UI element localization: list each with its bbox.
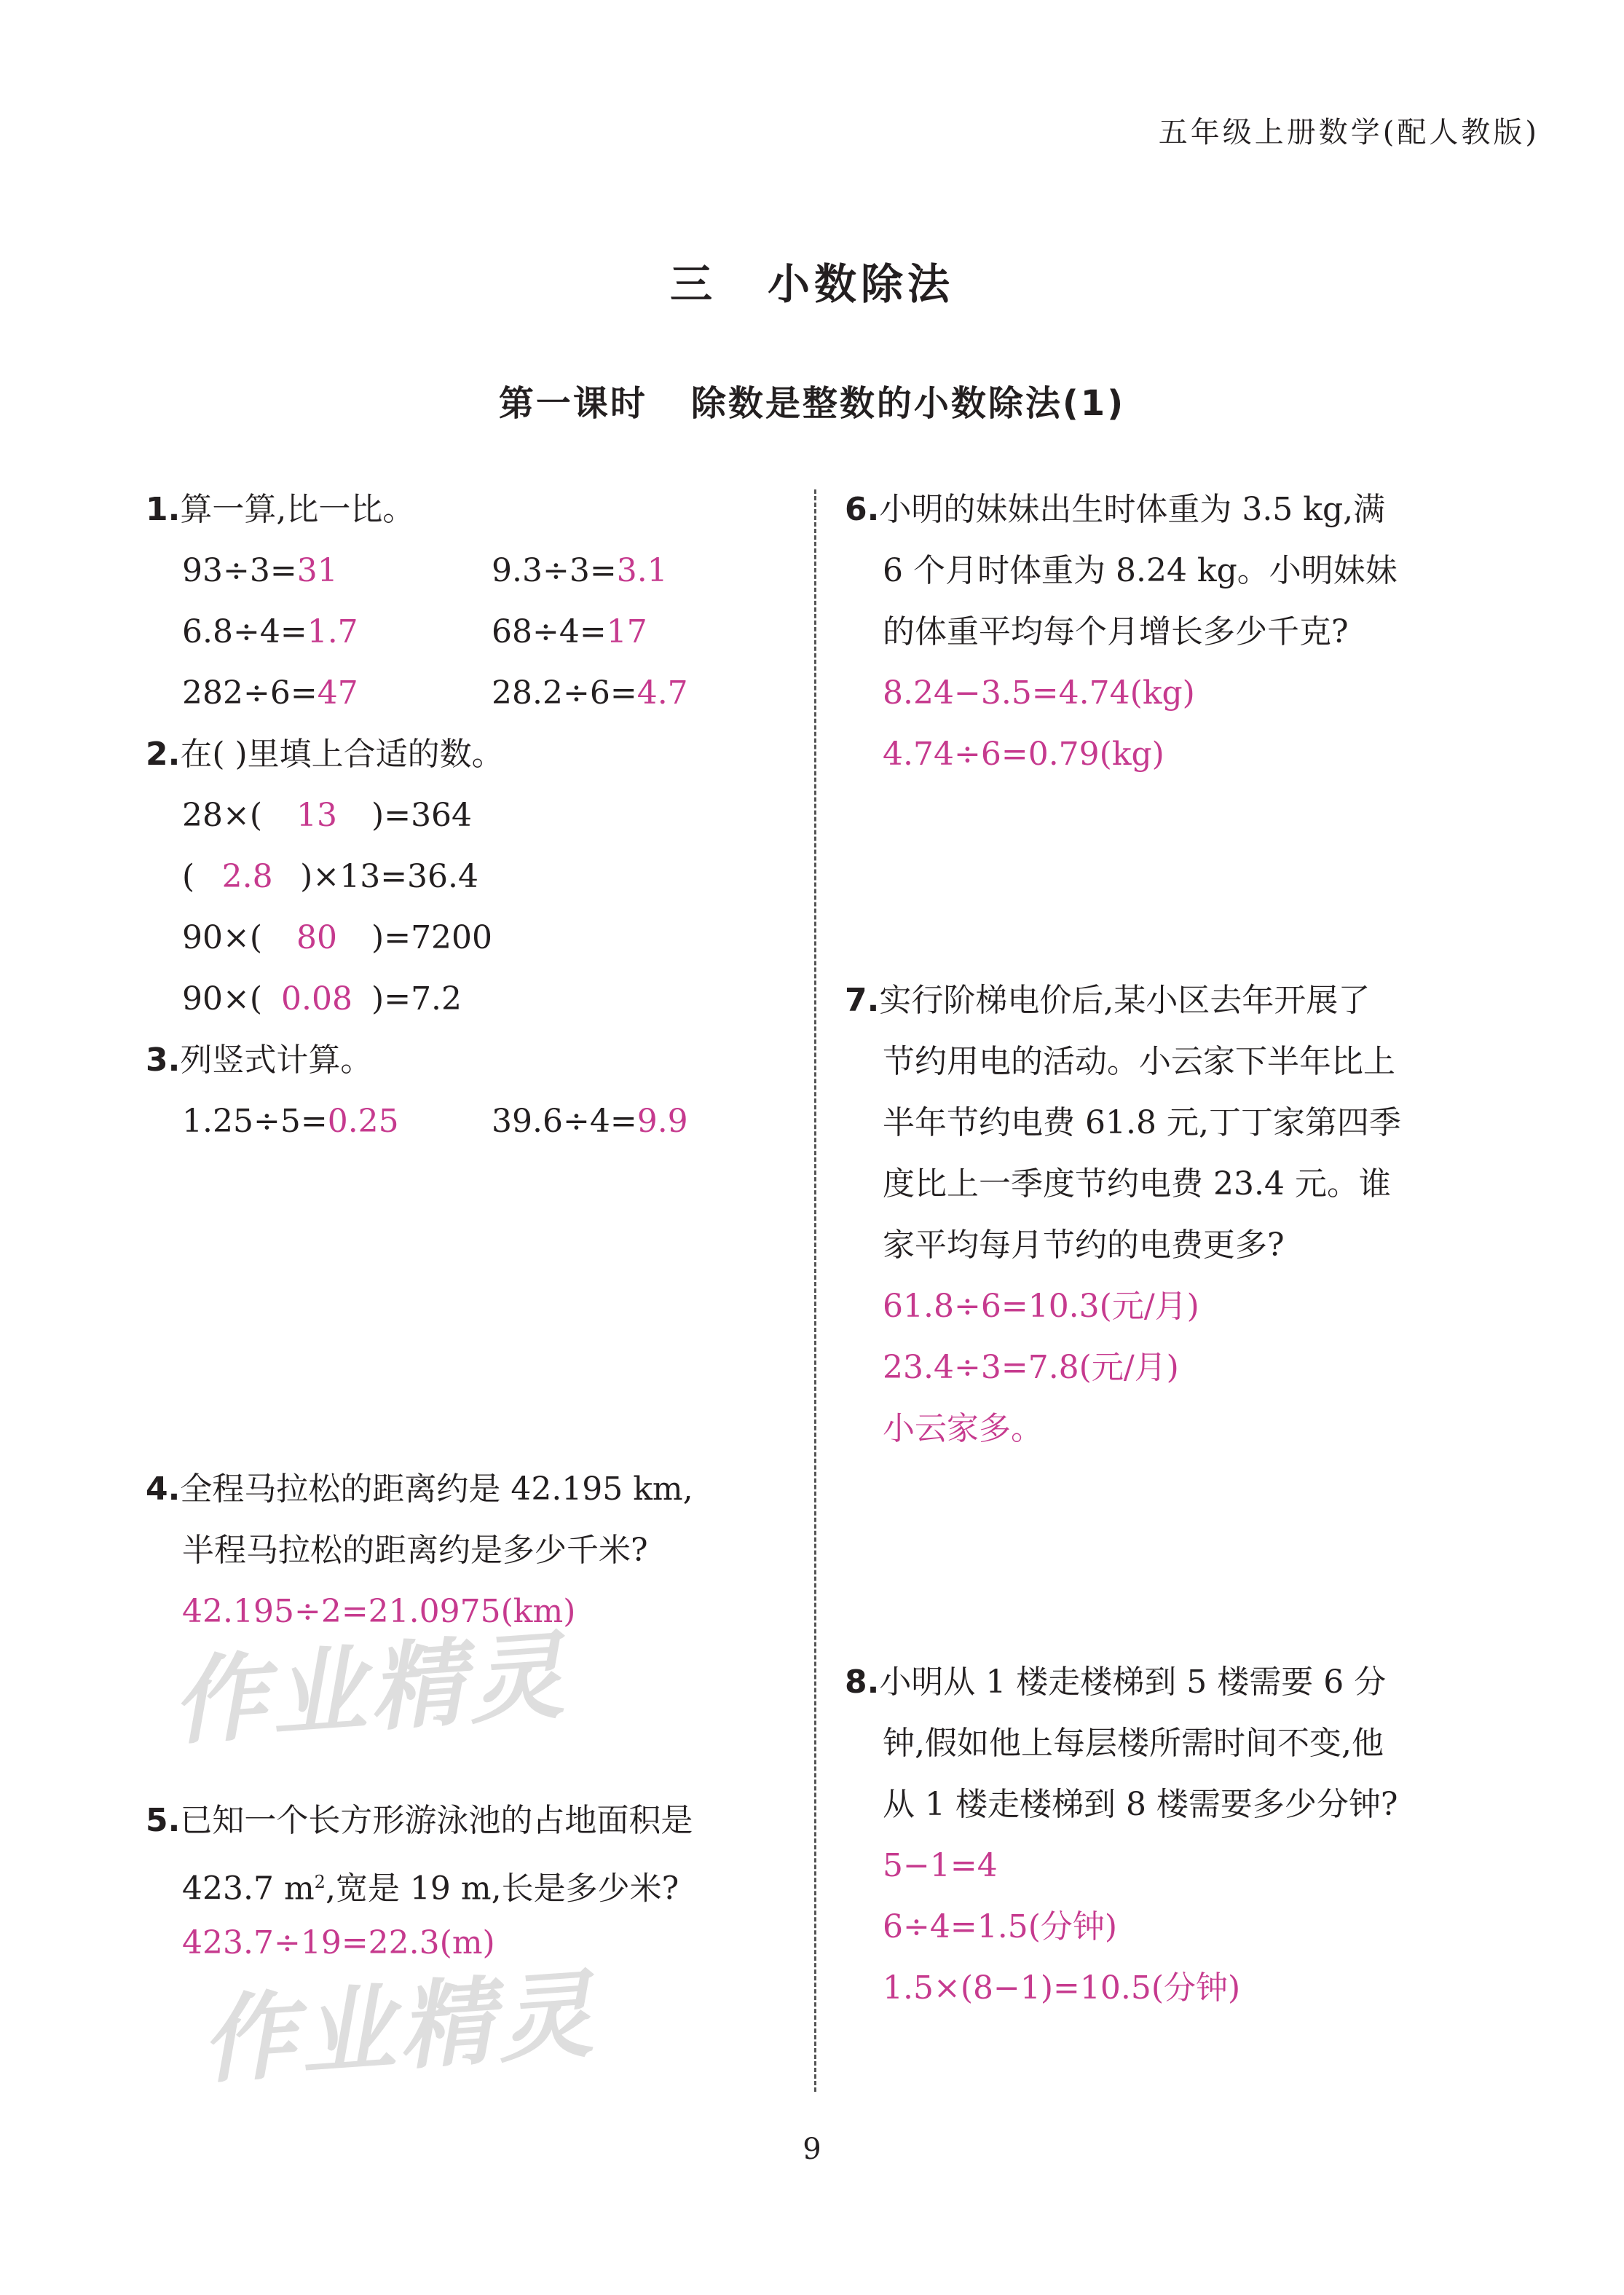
q4-text: 全程马拉松的距离约是 42.195 km, (180, 1471, 693, 1508)
q7-answer: 23.4÷3=7.8(元/月) (883, 1349, 1179, 1386)
column-divider (814, 489, 816, 2092)
unit-title (0, 250, 1624, 311)
q4-number: 4. (146, 1471, 181, 1508)
q1-answer: 4.7 (636, 674, 688, 712)
unit-title-number: 三 (669, 259, 717, 309)
q1-expr: 6.8÷4= (182, 613, 307, 650)
q6-answer: 4.74÷6=0.79(kg) (883, 736, 1164, 773)
q2-number: 2. (146, 736, 181, 773)
q5-answer: 423.7÷19=22.3(m) (182, 1924, 495, 1961)
q8-number: 8. (845, 1664, 880, 1701)
q1-expr: 28.2÷6= (492, 674, 637, 712)
q7-number: 7. (845, 982, 880, 1019)
q2-row (182, 785, 472, 846)
q7-text-line: 节约用电的活动。小云家下半年比上 (883, 1043, 1395, 1080)
q7-text-line: 度比上一季度节约电费 23.4 元。谁 (883, 1165, 1391, 1202)
q3-number: 3. (146, 1042, 181, 1079)
q2-post: )=7200 (371, 919, 493, 956)
q6-answer: 8.24−3.5=4.74(kg) (883, 674, 1195, 712)
q6-text-line: 的体重平均每个月增长多少千克? (883, 613, 1349, 650)
q7-answer: 61.8÷6=10.3(元/月) (883, 1288, 1199, 1325)
lesson-label: 第一课时 (498, 383, 647, 424)
q2-row (182, 846, 478, 908)
q1-prompt (146, 479, 414, 540)
watermark: 作业精灵 (197, 1959, 601, 2097)
q3-expr: 1.25÷5= (182, 1103, 328, 1140)
q8-text-line: 钟,假如他上每层楼所需时间不变,他 (883, 1725, 1384, 1762)
q6-text: 小明的妹妹出生时体重为 3.5 kg,满 (879, 491, 1386, 528)
q2-prompt (146, 724, 504, 785)
q3-answer: 9.9 (636, 1103, 688, 1140)
q2-answer: 0.08 (281, 980, 353, 1017)
q4-prompt (146, 1459, 693, 1520)
q7-prompt (845, 970, 1370, 1031)
lesson-title-text: 除数是整数的小数除法(1) (690, 383, 1126, 424)
q6-prompt (845, 479, 1385, 540)
q8-text-line: 从 1 楼走楼梯到 8 楼需要多少分钟? (883, 1786, 1398, 1823)
q5-text-rest: ,宽是 19 m,长是多少米? (325, 1870, 679, 1908)
q3-prompt (146, 1030, 372, 1091)
q2-answer: 13 (296, 797, 338, 834)
q2-row (182, 969, 462, 1030)
q8-answer: 5−1=4 (883, 1847, 998, 1884)
q8-text: 小明从 1 楼走楼梯到 5 楼需要 6 分 (879, 1664, 1387, 1701)
q1-expr: 282÷6= (182, 674, 318, 712)
q1-item (492, 602, 647, 663)
q2-answer: 80 (296, 919, 338, 956)
q1-answer: 1.7 (307, 613, 358, 650)
q1-item (182, 663, 358, 724)
q2-post: )=364 (371, 797, 473, 834)
q1-item (492, 540, 668, 602)
q5-prompt (146, 1790, 693, 1851)
q7-text-line: 家平均每月节约的电费更多? (883, 1227, 1285, 1264)
q5-text: 已知一个长方形游泳池的占地面积是 (180, 1802, 693, 1839)
q8-prompt (845, 1652, 1386, 1713)
q3-expr: 39.6÷4= (492, 1103, 637, 1140)
q2-post: )×13=36.4 (300, 858, 479, 895)
q1-item (182, 602, 358, 663)
q1-item (492, 663, 688, 724)
q6-text-line: 6 个月时体重为 8.24 kg。小明妹妹 (883, 552, 1398, 589)
q1-text: 算一算,比一比。 (180, 491, 415, 528)
lesson-title (0, 375, 1624, 425)
q7-answer: 小云家多。 (883, 1410, 1043, 1447)
q5-text-line (182, 1851, 679, 1913)
q3-text: 列竖式计算。 (180, 1042, 373, 1079)
q1-answer: 3.1 (616, 552, 668, 589)
q4-answer: 42.195÷2=21.0975(km) (182, 1593, 576, 1630)
q6-number: 6. (845, 491, 880, 528)
q3-answer: 0.25 (327, 1103, 399, 1140)
q2-answer: 2.8 (221, 858, 273, 895)
q8-answer: 6÷4=1.5(分钟) (883, 1908, 1118, 1945)
q5-number: 5. (146, 1802, 181, 1839)
q2-pre: 28×( (182, 797, 263, 834)
q1-expr: 93÷3= (182, 552, 297, 589)
q3-item (492, 1091, 688, 1152)
q5-area-exponent: 2 (314, 1872, 326, 1892)
q2-pre: ( (182, 858, 195, 895)
q2-text: 在( )里填上合适的数。 (180, 736, 504, 773)
q2-pre: 90×( (182, 919, 263, 956)
q8-answer: 1.5×(8−1)=10.5(分钟) (883, 1969, 1241, 2007)
watermark: 作业精灵 (168, 1620, 572, 1758)
q4-text-line: 半程马拉松的距离约是多少千米? (182, 1532, 648, 1569)
unit-title-text: 小数除法 (768, 259, 955, 309)
q1-answer: 17 (606, 613, 647, 650)
q1-number: 1. (146, 491, 181, 528)
q2-pre: 90×( (182, 980, 263, 1017)
q1-expr: 9.3÷3= (492, 552, 617, 589)
book-header: 五年级上册数学(配人教版) (1158, 116, 1540, 149)
page-number: 9 (803, 2133, 821, 2166)
q1-answer: 31 (296, 552, 338, 589)
q7-text-line: 半年节约电费 61.8 元,丁丁家第四季 (883, 1104, 1401, 1141)
q1-expr: 68÷4= (492, 613, 607, 650)
q1-answer: 47 (317, 674, 358, 712)
q7-text: 实行阶梯电价后,某小区去年开展了 (879, 982, 1371, 1019)
q2-post: )=7.2 (371, 980, 462, 1017)
q5-area: 423.7 m (182, 1870, 315, 1908)
q1-item (182, 540, 338, 602)
q3-item (182, 1091, 399, 1152)
q2-row (182, 908, 492, 969)
